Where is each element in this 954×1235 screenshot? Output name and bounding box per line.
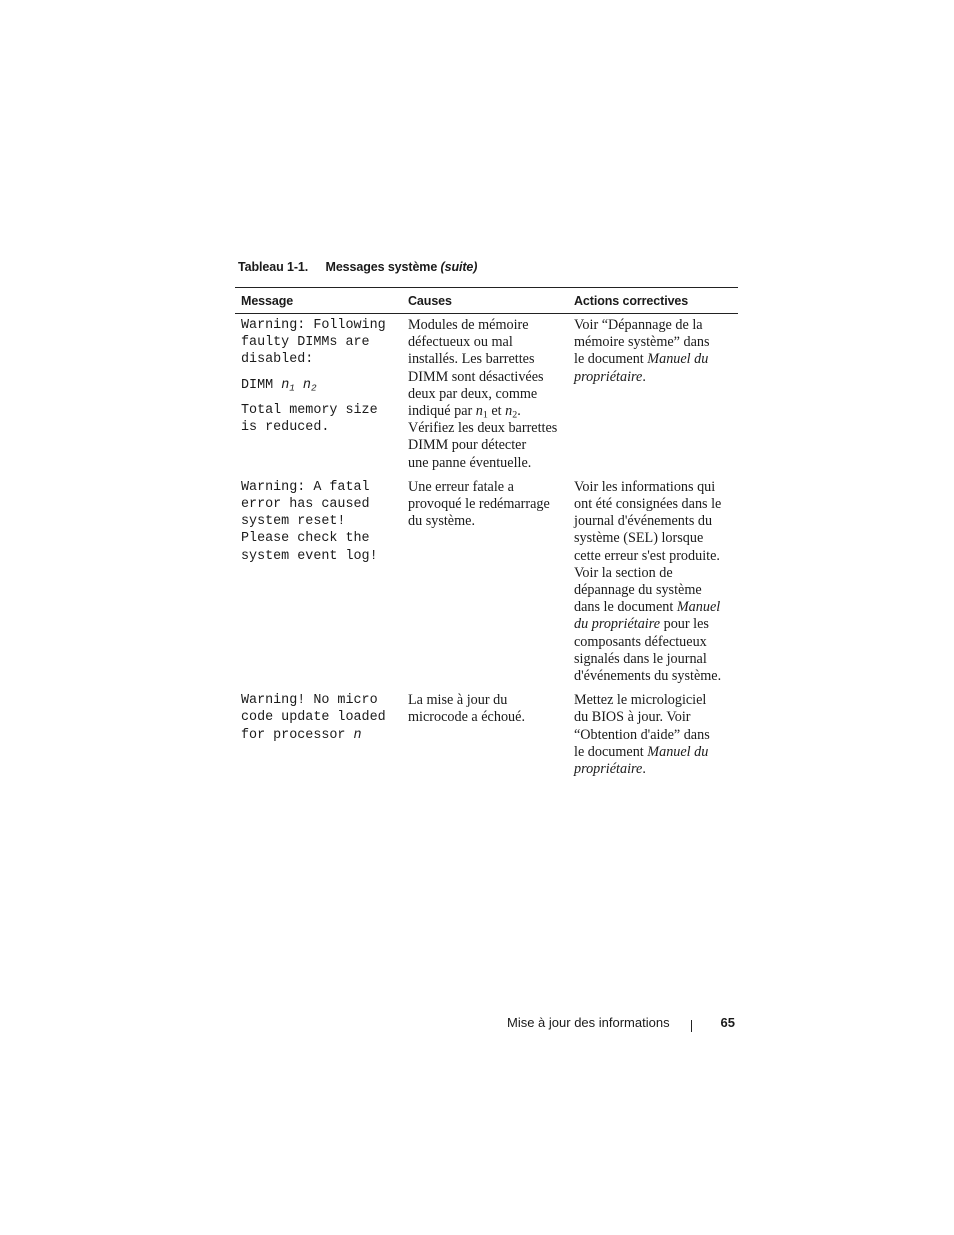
causes-text: Une erreur fatale a provoqué le redémarrage du système. bbox=[408, 478, 550, 530]
page-number: 65 bbox=[720, 1015, 735, 1030]
footer-divider bbox=[691, 1020, 692, 1032]
message-dimm-line: DIMM $n_1$ $n_2$ bbox=[241, 377, 317, 393]
table-caption bbox=[238, 260, 477, 274]
causes-text: La mise à jour du microcode a échoué. bbox=[408, 692, 525, 726]
caption-number: Tableau 1-1. bbox=[238, 260, 309, 274]
header-causes: Causes bbox=[408, 293, 452, 308]
table-header-row bbox=[235, 287, 738, 314]
message-text: Total memory size is reduced. bbox=[241, 402, 378, 436]
message-cell bbox=[235, 317, 402, 436]
caption-title: Messages système bbox=[325, 260, 438, 274]
caption-suffix: (suite) bbox=[440, 260, 478, 274]
header-actions: Actions correctives bbox=[574, 293, 689, 308]
table-row bbox=[235, 479, 738, 685]
actions-text: Voir “Dépannage de la mémoire système” dans le document Manuel du propriétaire. bbox=[574, 317, 710, 385]
table-row bbox=[235, 317, 738, 472]
message-cell bbox=[235, 692, 402, 744]
footer-section-title: Mise à jour des informations bbox=[507, 1015, 670, 1030]
message-text: Warning: A fatal error has caused system reset! Please check the system event log! bbox=[241, 479, 378, 564]
actions-text: Mettez le micrologiciel du BIOS à jour. Voir “Obtention d'aide” dans le document Manuel du propriétaire. bbox=[574, 692, 710, 778]
causes-cell bbox=[402, 317, 568, 472]
system-messages-table bbox=[235, 287, 738, 778]
actions-cell bbox=[568, 479, 738, 685]
actions-cell bbox=[568, 317, 738, 386]
page-footer bbox=[500, 1015, 738, 1035]
causes-cell bbox=[402, 692, 568, 726]
actions-text: Voir les informations qui ont été consignées dans le journal d'événements du système (SEL) lorsque cette erreur s'est produite. Voir la section de dépannage du système dans le document Manuel du propriétaire pour les composants défectueux signalés dans le journal d'événements du système. bbox=[574, 478, 722, 685]
table-row bbox=[235, 692, 738, 778]
message-cell bbox=[235, 479, 402, 565]
header-message: Message bbox=[241, 293, 294, 308]
message-text: Warning! No micro code update loaded for processor n bbox=[241, 693, 386, 743]
causes-cell bbox=[402, 479, 568, 531]
causes-text: Modules de mémoire défectueux ou mal installés. Les barrettes DIMM sont désactivées deux par deux, comme indiqué par $n_1$ et $n_2$. Vérifiez les deux barrettes DIMM pour détecter une panne éventuelle. bbox=[408, 317, 558, 471]
message-text: Warning: Following faulty DIMMs are disabled: bbox=[241, 318, 386, 368]
actions-cell bbox=[568, 692, 738, 778]
